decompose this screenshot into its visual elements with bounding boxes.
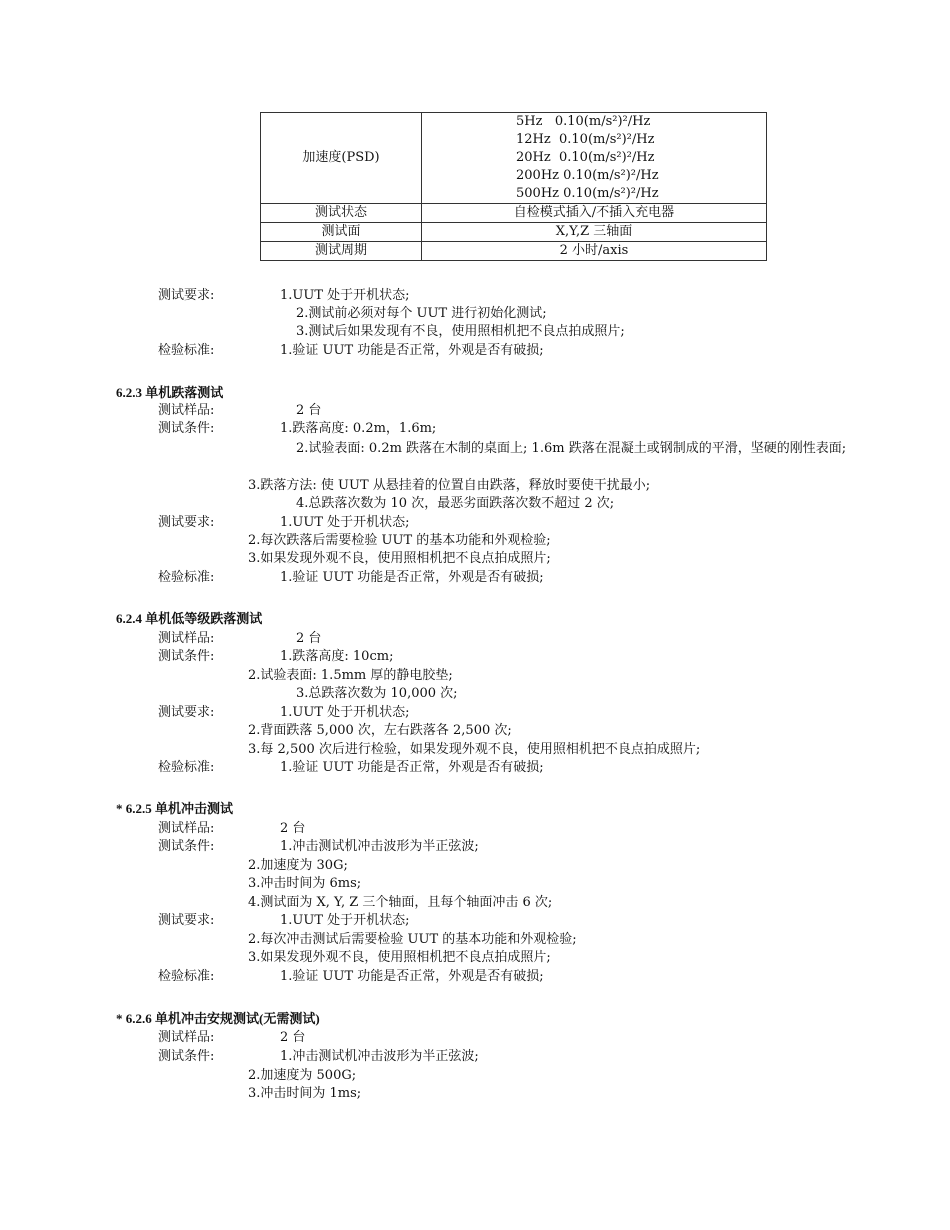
cond-item: 1.跌落高度: 0.2m，1.6m; <box>280 421 437 436</box>
table-row <box>261 113 767 204</box>
std-key: 检验标准: <box>158 570 215 585</box>
cond-item: 1.跌落高度: 10cm; <box>280 649 394 664</box>
sample-key: 测试样品: <box>158 403 215 418</box>
period-value: 2 小时/axis <box>422 242 767 261</box>
psd-row: 12Hz 0.10(m/s²)²/Hz <box>516 132 655 147</box>
req-item: 1.UUT 处于开机状态; <box>280 913 410 928</box>
cond-key: 测试条件: <box>158 649 215 664</box>
sample-value: 2 台 <box>280 1030 306 1045</box>
cond-item: 2.试验表面: 1.5mm 厚的静电胶垫; <box>248 668 453 683</box>
req-item: 1.UUT 处于开机状态; <box>280 515 410 530</box>
req-key: 测试要求: <box>158 705 215 720</box>
intro-req-item: 2.测试前必须对每个 UUT 进行初始化测试; <box>296 306 547 321</box>
psd-row: 500Hz 0.10(m/s²)²/Hz <box>516 186 659 201</box>
psd-row: 20Hz 0.10(m/s²)²/Hz <box>516 150 655 165</box>
psd-values <box>422 113 767 204</box>
sample-value: 2 台 <box>280 821 306 836</box>
cond-key: 测试条件: <box>158 421 215 436</box>
std-item: 1.验证 UUT 功能是否正常，外观是否有破损; <box>280 760 544 775</box>
face-value: X,Y,Z 三轴面 <box>422 223 767 242</box>
sample-key: 测试样品: <box>158 821 215 836</box>
cond-item: 4.测试面为 X, Y, Z 三个轴面，且每个轴面冲击 6 次; <box>248 895 553 910</box>
sample-key: 测试样品: <box>158 631 215 646</box>
psd-row: 5Hz 0.10(m/s²)²/Hz <box>516 114 651 129</box>
period-label: 测试周期 <box>261 242 422 261</box>
intro-std-key: 检验标准: <box>158 343 215 358</box>
section-title-623: 6.2.3 单机跌落测试 <box>116 385 224 400</box>
intro-req-item: 1.UUT 处于开机状态; <box>280 288 410 303</box>
section-title-624: 6.2.4 单机低等级跌落测试 <box>116 611 263 626</box>
std-key: 检验标准: <box>158 969 215 984</box>
psd-label: 加速度(PSD) <box>261 113 422 204</box>
req-item: 3.每 2,500 次后进行检验，如果发现外观不良，使用照相机把不良点拍成照片; <box>248 742 701 757</box>
cond-key: 测试条件: <box>158 839 215 854</box>
req-key: 测试要求: <box>158 913 215 928</box>
std-key: 检验标准: <box>158 760 215 775</box>
cond-item: 3.冲击时间为 1ms; <box>248 1086 362 1101</box>
req-item: 1.UUT 处于开机状态; <box>280 705 410 720</box>
cond-item: 1.冲击测试机冲击波形为半正弦波; <box>280 839 479 854</box>
table-row <box>261 223 767 242</box>
std-item: 1.验证 UUT 功能是否正常，外观是否有破损; <box>280 570 544 585</box>
cond-key: 测试条件: <box>158 1049 215 1064</box>
intro-req-item: 3.测试后如果发现有不良，使用照相机把不良点拍成照片; <box>296 324 625 339</box>
req-item: 2.背面跌落 5,000 次，左右跌落各 2,500 次; <box>248 723 512 738</box>
section-title-626: * 6.2.6 单机冲击安规测试(无需测试) <box>116 1011 320 1026</box>
section-title-625: * 6.2.5 单机冲击测试 <box>116 801 234 816</box>
req-item: 2.每次跌落后需要检验 UUT 的基本功能和外观检验; <box>248 533 551 548</box>
req-item: 2.每次冲击测试后需要检验 UUT 的基本功能和外观检验; <box>248 932 577 947</box>
sample-value: 2 台 <box>296 403 322 418</box>
cond-item: 4.总跌落次数为 10 次，最恶劣面跌落次数不超过 2 次; <box>296 496 615 511</box>
cond-item: 3.跌落方法: 使 UUT 从悬挂着的位置自由跌落，释放时要使干扰最小; <box>248 478 651 493</box>
face-label: 测试面 <box>261 223 422 242</box>
intro-req-key: 测试要求: <box>158 288 215 303</box>
cond-item: 1.冲击测试机冲击波形为半正弦波; <box>280 1049 479 1064</box>
sample-value: 2 台 <box>296 631 322 646</box>
req-item: 3.如果发现外观不良，使用照相机把不良点拍成照片; <box>248 950 551 965</box>
state-label: 测试状态 <box>261 204 422 223</box>
req-key: 测试要求: <box>158 515 215 530</box>
psd-row: 200Hz 0.10(m/s²)²/Hz <box>516 168 659 183</box>
cond-item: 3.总跌落次数为 10,000 次; <box>296 686 458 701</box>
sample-key: 测试样品: <box>158 1030 215 1045</box>
table-row <box>261 242 767 261</box>
table-row <box>261 204 767 223</box>
cond-item: 2.试验表面: 0.2m 跌落在木制的桌面上; 1.6m 跌落在混凝土或钢制成的平滑，坚硬的刚性表面; <box>296 441 847 456</box>
cond-item: 3.冲击时间为 6ms; <box>248 876 362 891</box>
cond-item: 2.加速度为 500G; <box>248 1068 357 1083</box>
state-value: 自检模式插入/不插入充电器 <box>422 204 767 223</box>
cond-item: 2.加速度为 30G; <box>248 858 348 873</box>
req-item: 3.如果发现外观不良，使用照相机把不良点拍成照片; <box>248 551 551 566</box>
test-parameters-table <box>260 112 767 261</box>
intro-std-item: 1.验证 UUT 功能是否正常，外观是否有破损; <box>280 343 544 358</box>
std-item: 1.验证 UUT 功能是否正常，外观是否有破损; <box>280 969 544 984</box>
